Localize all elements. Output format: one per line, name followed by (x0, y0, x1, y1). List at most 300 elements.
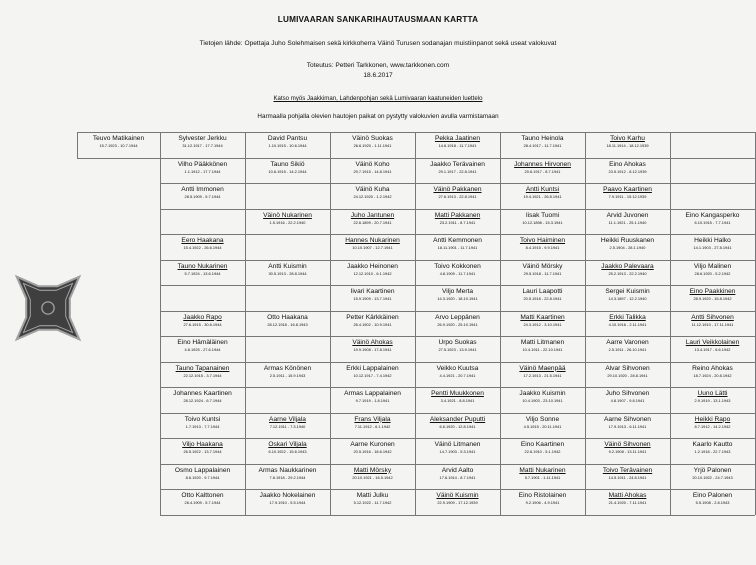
grave-name: Matti Nukarinen (519, 466, 566, 474)
grave-dates: 2.5.1911 - 15.9.1943 (269, 372, 306, 378)
grave-name: Heikki Ruuskanen (600, 237, 655, 244)
grave-name: Erkki Talikka (609, 313, 646, 321)
grave-dates: 9.7.1919 - 1.8.1941 (355, 398, 390, 403)
grave-name: Jaakko Nokelainen (259, 492, 316, 499)
grave-dates: 10.4.1903 - 23.10.1941 (522, 398, 563, 403)
grave-dates: 26.5.1922 - 13.7.1944 (183, 449, 222, 454)
grave-name: Aleksander Puputti (429, 415, 486, 423)
grave-cell (585, 135, 670, 158)
grave-cell (415, 492, 500, 515)
grave-name: Matti Ahokas (608, 492, 647, 499)
grave-dates: 3.4.1921 - 8.8.1941 (440, 398, 475, 403)
grave-cell (585, 288, 670, 311)
grid-row-line (160, 209, 755, 210)
grave-dates: 27.6.1915 - 30.6.1944 (183, 321, 222, 327)
grave-dates: 22.12.1915 - 3.7.1944 (183, 372, 222, 378)
grave-cell (500, 365, 585, 388)
grave-cell (670, 365, 755, 388)
grave-cell (330, 339, 415, 362)
grave-name: Viljo Haakana (182, 441, 223, 448)
grave-name: Pentti Muukkonen (431, 390, 484, 397)
date-line: 18.6.2017 (363, 72, 393, 79)
grave-cell (415, 135, 500, 158)
grave-dates: 21.4.1920 - 7.11.1941 (608, 500, 647, 505)
grave-cell (670, 237, 755, 260)
grave-dates: 7.12.1911 - 7.3.1940 (269, 423, 306, 429)
grave-cell (160, 492, 245, 515)
grave-name: Juho Jantunen (350, 211, 395, 219)
grave-name: Alvar Sihvonen (605, 364, 650, 372)
grave-dates: 12.12.1910 - 6.1.1942 (353, 270, 392, 276)
grave-dates: 26.9.1920 - 25.10.1941 (437, 321, 478, 327)
grave-dates: 19.4.1921 - 26.8.1941 (523, 194, 562, 199)
grave-name: Jaakko Heinonen (347, 262, 398, 270)
grave-dates: 9.2.1906 - 4.9.1941 (525, 500, 560, 505)
grave-name: Yrjö Palonen (693, 466, 732, 474)
grave-name: Eino Paakkinen (689, 288, 736, 295)
grave-cell (330, 492, 415, 515)
grave-cell (160, 161, 245, 184)
grid-row-line (160, 489, 755, 490)
grave-dates: 29.10.1920 - 28.8.1941 (607, 372, 648, 378)
grave-name: Arvo Leppänen (435, 313, 480, 321)
grave-name: Eino Ahokas (609, 160, 646, 168)
grave-dates: 2.5.1911 - 26.10.1941 (608, 347, 647, 352)
grave-dates: 17.2.1913 - 21.5.1941 (523, 372, 562, 378)
grave-cell (330, 390, 415, 413)
grave-dates: 18.7.1924 - 20.8.1942 (693, 372, 732, 378)
grave-dates: 23.2.1911 - 8.7.1941 (439, 219, 476, 225)
grave-dates: 26.4.1909 - 5.7.1944 (184, 500, 221, 505)
grave-dates: 8.4.1915 - 9.9.1941 (525, 245, 560, 250)
grave-cell (585, 212, 670, 235)
grave-cell (330, 237, 415, 260)
grave-dates: 17.6.1914 - 8.7.1941 (439, 474, 476, 480)
grave-name: Sergei Kuismin (605, 288, 650, 295)
grave-name: Heikki Halko (694, 237, 731, 244)
grave-dates: 4.5.1915 - 20.11.1941 (523, 423, 562, 429)
grave-cell (670, 441, 755, 464)
grave-name: Osmo Lappalainen (174, 466, 231, 474)
grave-dates: 22.9.1909 - 17.12.1939 (437, 500, 478, 505)
grave-cell (160, 314, 245, 337)
grave-name: Antti Kuntsi (525, 186, 560, 193)
grave-cell (330, 365, 415, 388)
grave-cell (245, 263, 330, 286)
grave-dates: 18.11.1901 - 11.7.1941 (437, 245, 478, 250)
grave-name: Sylvester Jerkku (178, 135, 227, 142)
grave-name: Jaakko Kuismin (519, 390, 566, 397)
grave-name: Tauno Nukarinen (177, 262, 228, 270)
grave-name: Väinö Kuha (355, 186, 390, 193)
grave-dates: 15.7.1923 - 10.7.1944 (99, 143, 138, 148)
grave-cell (245, 441, 330, 464)
grave-cell (160, 237, 245, 260)
grave-name: Matti Pakkanen (434, 211, 481, 219)
verification-note: Harmaalla pohjalla olevien hautojen paikat on pystytty valokuvien avulla varmistamaan (257, 113, 499, 120)
grave-dates: 19.9.1908 - 17.8.1941 (353, 347, 392, 352)
grave-name: Arvid Juvonen (606, 211, 649, 219)
grave-cell (585, 441, 670, 464)
grave-name: Viljo Merta (441, 288, 474, 295)
grave-name: Tauno Heinola (521, 135, 564, 142)
grave-cell (585, 186, 670, 209)
grave-dates: 26.6.1920 - 1.11.1941 (353, 143, 392, 148)
grave-name: Otto Haakana (267, 313, 308, 321)
grave-cell (330, 135, 415, 158)
grave-name: Lauri Laapotti (522, 288, 563, 295)
grave-cell (500, 339, 585, 362)
grave-name: Väinö Nukarinen (263, 211, 312, 219)
grave-cell (585, 237, 670, 260)
grave-cell (415, 314, 500, 337)
grave-name: Väinö Sihvonen (604, 441, 651, 448)
grave-name: Väinö Pakkanen (433, 186, 482, 193)
grave-dates: 4.4.1921 - 20.7.1941 (439, 372, 476, 378)
grave-name: Väinö Maenpää (519, 364, 566, 372)
grid-row-line (77, 158, 755, 159)
grave-dates: 28.4.1917 - 11.7.1941 (523, 143, 562, 148)
grave-dates: 25.2.1913 - 22.2.1940 (608, 270, 647, 276)
document-title: LUMIVAARAN SANKARIHAUTAUSMAAN KARTTA (277, 15, 479, 24)
grave-cell (160, 365, 245, 388)
grave-cell (585, 339, 670, 362)
grave-dates: 6.10.1915 - 7.7.1941 (694, 219, 731, 225)
grave-name: Eino Kangasperko (685, 211, 740, 219)
grid-row-line (160, 234, 755, 235)
grave-dates: 5.7.1901 - 1.11.1941 (524, 474, 561, 480)
grave-dates: 17.9.1913 - 6.11.1941 (608, 423, 647, 429)
cross-shape (17, 277, 80, 340)
grave-dates: 1.1.1912 - 17.7.1944 (184, 168, 221, 174)
grave-grid (0, 132, 756, 515)
grave-name: Veikko Kuutsa (436, 364, 479, 372)
grave-cell (670, 288, 755, 311)
grave-cell (585, 263, 670, 286)
grave-name: Aarne Sihvonen (604, 415, 651, 423)
grave-cell (585, 161, 670, 184)
grave-dates: 1.10.1915 - 10.6.1944 (268, 143, 307, 148)
grave-cell (585, 416, 670, 439)
grave-name: Antti Sihvonen (691, 313, 734, 321)
grave-name: Aarne Viljala (269, 415, 306, 423)
grave-dates: 5.7.1924 - 13.6.1944 (184, 270, 221, 276)
grave-dates: 4.8.1907 - 9.8.1941 (610, 398, 645, 403)
grave-cell (245, 416, 330, 439)
grave-name: Armas Lappalainen (344, 390, 401, 397)
grave-cell (415, 288, 500, 311)
grave-name: Iisak Tuomi (525, 211, 560, 219)
grave-name: Eino Hämäläinen (177, 339, 228, 346)
grave-dates: 14.6.1918 - 11.7.1941 (438, 143, 477, 148)
grave-dates: 10.12.1898 - 15.3.1941 (522, 219, 563, 225)
grave-cell (415, 365, 500, 388)
grave-name: Hannes Nukarinen (345, 237, 400, 244)
grave-dates: 20.5.1916 - 18.6.1942 (353, 449, 392, 454)
grave-dates: 13.4.1917 - 6.6.1942 (694, 347, 731, 352)
grave-name: Antti Kemmonen (433, 237, 482, 244)
grave-cell (330, 263, 415, 286)
grave-dates: 30.5.1913 - 28.8.1944 (268, 270, 307, 276)
grave-dates: 20.6.1917 - 8.7.1941 (524, 168, 561, 174)
grave-cell (585, 390, 670, 413)
source-line: Tietojen lähde: Opettaja Juho Solehmaisen sekä kirkkoherra Väinö Turusen sodanajan muistiinpanot sekä useat valokuvat (199, 40, 557, 47)
grave-cell (330, 186, 415, 209)
grave-name: Jaakko Terävainen (430, 160, 485, 168)
grave-dates: 4.10.1916 - 2.11.1941 (608, 321, 647, 327)
grave-cell (670, 467, 755, 490)
grave-name: Viljo Malinen (693, 262, 732, 270)
grave-cell (585, 314, 670, 337)
grave-cell (330, 212, 415, 235)
grave-name: Juho Sihvonen (605, 390, 650, 397)
grave-cell (500, 492, 585, 515)
grave-dates: 1.7.1913 - 7.7.1944 (185, 423, 220, 429)
grave-name: Arvid Aalto (441, 466, 474, 474)
grid-row-line (160, 260, 755, 261)
grave-name: Erkki Lappalainen (346, 364, 399, 372)
grave-dates: 17.9.1910 - 5.5.1944 (269, 500, 306, 505)
grave-dates: 2.5.1904 - 28.1.1940 (609, 245, 646, 250)
grave-dates: 7.11.1912 - 6.1.1942 (354, 423, 391, 429)
grave-cell (500, 186, 585, 209)
grave-dates: 10.6.1915 - 14.2.1944 (268, 168, 307, 174)
grave-dates: 29.5.1918 - 11.7.1941 (523, 270, 562, 276)
grave-dates: 9.2.1908 - 13.11.1941 (608, 449, 647, 454)
grave-cell (245, 212, 330, 235)
grave-dates: 20.10.1922 - 24.7.1943 (692, 474, 733, 480)
grave-name: Oskari Viljala (268, 441, 307, 448)
grave-cell (500, 237, 585, 260)
grave-name: Armas Naukkarinen (258, 466, 317, 474)
grave-dates: 24.3.1912 - 3.10.1941 (523, 321, 562, 327)
grid-row-line (160, 464, 755, 465)
grave-name: Aarne Kuronen (350, 441, 395, 448)
grid-row-line (160, 285, 755, 286)
grave-dates: 2.9.1919 - 13.1.1943 (694, 398, 731, 403)
grave-dates: 5.5.1908 - 2.8.1943 (695, 500, 730, 505)
grid-row-line (160, 311, 755, 312)
grave-cell (670, 416, 755, 439)
grave-name: Otto Kalttonen (181, 492, 224, 499)
grave-name: Matti Julku (356, 492, 389, 499)
grave-cell (585, 492, 670, 515)
grid-row-line (160, 336, 755, 337)
grave-cell (670, 212, 755, 235)
grave-name: Väinö Mörsky (522, 262, 563, 270)
grave-name: Aarre Varonen (606, 339, 649, 346)
grave-cell (330, 441, 415, 464)
grave-name: Reino Ahokas (692, 364, 733, 372)
grave-cell (245, 467, 330, 490)
grave-name: Antti Kuismin (268, 262, 307, 270)
grave-name: Toivo Karhu (610, 135, 645, 142)
grave-cell (330, 416, 415, 439)
grave-name: Iivari Kaartinen (350, 288, 395, 295)
grave-cell (415, 441, 500, 464)
grave-name: Jaakko Rapo (183, 313, 222, 321)
grave-cell (330, 288, 415, 311)
grave-cell (500, 135, 585, 158)
grave-name: Pekka Jaatinen (434, 135, 481, 142)
grave-dates: 20.5.1918 - 22.8.1941 (523, 296, 562, 301)
grid-row-line (160, 387, 755, 388)
grave-cell (245, 492, 330, 515)
grave-dates: 15.9.1909 - 13.7.1941 (353, 296, 392, 301)
grave-name: Lauri Veikkolainen (685, 339, 740, 346)
grave-cell (160, 441, 245, 464)
grave-name: Väinö Ahokas (352, 339, 393, 346)
grave-dates: 26.4.1902 - 10.9.1941 (353, 321, 392, 327)
grave-name: Toivo Terävainen (602, 466, 653, 474)
grave-name: Heikki Rapo (694, 415, 731, 423)
grave-dates: 27.6.1913 - 22.8.1941 (438, 194, 477, 199)
grave-name: Vilho Pääkkönen (177, 160, 228, 168)
grave-cell (160, 186, 245, 209)
grid-row-line (77, 132, 755, 133)
grave-dates: 29.7.1915 - 14.8.1941 (353, 168, 392, 174)
grave-dates: 10.4.1911 - 22.10.1941 (522, 347, 563, 352)
grave-cell (500, 263, 585, 286)
grave-dates: 1.5.1916 - 22.2.1940 (269, 219, 306, 225)
grave-name: Petter Kärkkäinen (346, 313, 399, 321)
grave-cell (585, 467, 670, 490)
grave-dates: 10.10.1907 - 12.7.1941 (352, 245, 393, 250)
grave-name: Matti Mörsky (353, 466, 392, 474)
grave-cell (415, 467, 500, 490)
grave-dates: 4.8.1909 - 11.7.1941 (439, 270, 476, 276)
grid-row-line (160, 515, 755, 516)
grave-dates: 11.1.1921 - 25.1.1940 (608, 219, 647, 225)
iron-cross-icon (14, 274, 82, 342)
grave-dates: 1.2.1918 - 22.7.1943 (694, 449, 731, 454)
grave-cell (415, 212, 500, 235)
grave-cell (415, 161, 500, 184)
grave-cell (160, 135, 245, 158)
grid-row-line (160, 413, 755, 414)
grave-dates: 8.6.1920 - 9.7.1944 (185, 474, 220, 480)
grave-cell (670, 314, 755, 337)
author-line: Toteutus: Petteri Tarkkonen, www.tarkkonen.com (306, 62, 450, 69)
grave-cell (160, 416, 245, 439)
grave-cell (415, 390, 500, 413)
grave-cell (500, 161, 585, 184)
grave-dates: 29.1.1917 - 22.8.1941 (438, 168, 477, 174)
grave-dates: 10.12.1917 - 7.4.1942 (353, 372, 392, 378)
grave-dates: 8.7.1912 - 14.2.1942 (694, 423, 731, 429)
grave-dates: 14.3.1920 - 18.10.1941 (437, 296, 478, 301)
grave-name: Matti Kaartinen (520, 313, 565, 321)
grave-dates: 22.6.1910 - 5.1.1942 (524, 449, 561, 454)
grave-cell (500, 212, 585, 235)
grave-name: Tauno Tapanainen (175, 364, 230, 372)
grave-dates: 22.6.1899 - 20.7.1941 (353, 219, 392, 225)
grid-row-line (160, 438, 755, 439)
grave-name: Kaarlo Kautto (692, 441, 733, 448)
grave-name: Viljo Sonne (525, 415, 560, 423)
grave-name: Tauno Sikiö (270, 160, 305, 168)
grave-name: Väinö Suokas (352, 135, 393, 142)
grave-name: Frans Viljala (354, 415, 391, 423)
grave-name: Eino Palonen (692, 492, 733, 499)
grave-name: Teuvo Matikainen (92, 135, 145, 142)
grave-name: Eero Haakana (181, 237, 224, 244)
grave-dates: 20.10.1921 - 16.5.1942 (352, 474, 393, 480)
grave-cell (670, 339, 755, 362)
grid-row-line (160, 362, 755, 363)
grave-name: Johannes Hirvonen (514, 160, 571, 168)
grave-name: Väinö Litmanen (434, 441, 481, 448)
grave-dates: 14.7.1903 - 5.3.1941 (439, 449, 476, 454)
grave-dates: 28.9.1920 - 15.8.1942 (693, 296, 732, 301)
grave-cell (500, 314, 585, 337)
grave-name: Eino Kaartinen (520, 441, 565, 448)
grave-name: David Pantsu (267, 135, 308, 142)
grave-name: Paavo Kaartinen (603, 186, 652, 193)
grave-dates: 23.5.1912 - 8.12.1939 (608, 168, 647, 174)
grave-cell (500, 467, 585, 490)
grave-dates: 28.5.1909 - 5.7.1944 (184, 194, 221, 199)
grave-cell (77, 135, 160, 158)
grave-dates: 11.12.1910 - 17.11.1941 (691, 321, 734, 327)
grave-cell (330, 161, 415, 184)
grave-dates: 7.8.1918 - 29.2.1944 (269, 474, 306, 480)
grave-name: Toivo Kokkonen (434, 262, 481, 270)
grave-name: Matti Litmanen (520, 339, 565, 346)
grave-dates: 14.1.1903 - 27.8.1941 (693, 245, 732, 250)
grave-cell (415, 339, 500, 362)
grave-name: Urpo Suokas (438, 339, 477, 346)
grave-name: Toivo Haiminen (519, 237, 566, 244)
grave-dates: 28.12.1918 - 16.8.1943 (267, 321, 308, 327)
grave-dates: 27.5.1923 - 13.9.1941 (438, 347, 477, 352)
grave-name: Toivo Kuntsi (184, 415, 221, 423)
grave-dates: 6.10.1922 - 15.6.1943 (268, 449, 307, 454)
grave-cell (415, 416, 500, 439)
grave-dates: 5.12.1922 - 11.7.1942 (353, 500, 392, 505)
grave-cell (245, 314, 330, 337)
grave-dates: 6.6.1920 - 12.8.1941 (439, 423, 476, 429)
grave-name: Väinö Kuismin (436, 492, 479, 499)
grave-name: Johannes Kaartinen (173, 390, 232, 397)
grave-cell (415, 186, 500, 209)
grave-name: Uuno Lätti (697, 390, 728, 397)
grave-name: Armas Könönen (263, 364, 312, 372)
grave-name: Eino Ristolainen (518, 492, 567, 499)
grave-cell (670, 263, 755, 286)
grave-cell (500, 441, 585, 464)
grid-row-line (160, 183, 755, 184)
grave-cell (500, 288, 585, 311)
grave-name: Jaakko Palevaara (601, 262, 654, 270)
grave-cell (500, 390, 585, 413)
grave-cell (160, 339, 245, 362)
grave-dates: 31.12.1917 - 17.7.1944 (182, 143, 223, 148)
grave-cell (500, 416, 585, 439)
grave-dates: 14.5.1911 - 24.8.1941 (608, 474, 647, 480)
grave-cell (330, 467, 415, 490)
grave-cell (585, 365, 670, 388)
grave-dates: 24.12.1920 - 1.2.1942 (353, 194, 392, 199)
grave-cell (160, 467, 245, 490)
grave-cell (330, 314, 415, 337)
grave-dates: 14.3.1897 - 12.2.1940 (608, 296, 647, 301)
grave-cell (245, 161, 330, 184)
grave-name: Antti Immonen (181, 186, 224, 193)
grave-cell (415, 237, 500, 260)
grave-dates: 7.9.1911 - 15.12.1939 (608, 194, 647, 199)
see-also-link[interactable]: Katso myös Jaakkiman, Lahdenpohjan sekä Lumivaaran kaatuneiden luettelo (273, 95, 483, 102)
